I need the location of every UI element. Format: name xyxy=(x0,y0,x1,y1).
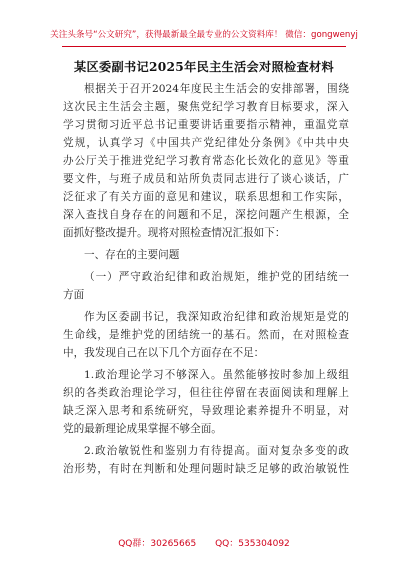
body-line: 要文件，与班子成员和站所负责同志进行了谈心谈话，广 xyxy=(63,173,349,185)
body-line: 学习贯彻习近平总书记重要讲话重要指示精神，重温党章 xyxy=(63,119,349,131)
document-body xyxy=(63,80,349,478)
footer-qq-group: QQ群：30265665 xyxy=(118,539,197,549)
body-line: 中，我发现自己在以下几个方面存在不足： xyxy=(63,347,265,359)
body-line: 缺乏深入思考和系统研究，导致理论素养提升不明显，对 xyxy=(63,405,349,417)
body-line: 党的最新理论成果掌握不够全面。 xyxy=(63,423,222,435)
body-line: 治形势，有时在判断和处理问题时缺乏足够的政治敏锐性 xyxy=(63,463,349,475)
subsection-heading-continued: 方面 xyxy=(63,289,85,301)
list-item-2: 2.政治敏锐性和鉴别力有待提高。面对复杂多变的政 xyxy=(84,445,349,457)
footer-qq-number: QQ：535304092 xyxy=(215,539,290,549)
body-line: 织的各类政治理论学习，但往往停留在表面阅读和理解上 xyxy=(63,387,349,399)
footer-contact xyxy=(0,536,408,549)
body-line: 办公厅关于推进党纪学习教育常态化长效化的意见》等重 xyxy=(63,155,349,167)
body-line: 这次民主生活会主题，聚焦党纪学习教育目标要求，深入 xyxy=(63,101,349,113)
body-line: 根据关于召开2024年度民主生活会的安排部署，围绕 xyxy=(84,83,349,95)
section-heading: 一、存在的主要问题 xyxy=(84,249,180,261)
body-line: 生命线，是维护党的团结统一的基石。然而，在对照检查 xyxy=(63,329,349,341)
list-item-1: 1.政治理论学习不够深入。虽然能够按时参加上级组 xyxy=(84,369,349,381)
body-line: 面抓好整改提升。现将对照检查情况汇报如下： xyxy=(63,227,286,239)
document-title: 某区委副书记2025年民主生活会对照检查材料 xyxy=(74,60,334,74)
subsection-heading: （一）严守政治纪律和政治规矩，维护党的团结统一 xyxy=(84,271,349,283)
body-line: 党规，认真学习《中国共产党纪律处分条例》《中共中央 xyxy=(63,137,349,149)
body-line: 深入查找自身存在的问题和不足，深挖问题产生根源，全 xyxy=(63,209,349,221)
body-line: 作为区委副书记，我深知政治纪律和政治规矩是党的 xyxy=(84,311,349,323)
header-divider xyxy=(62,46,346,47)
header-banner: 关注头条号“公文研究”，获得最新最全最专业的公文资料库！ 微信：gongwenyj xyxy=(50,30,358,40)
body-line: 泛征求了有关方面的意见和建议，联系思想和工作实际， xyxy=(63,191,349,203)
